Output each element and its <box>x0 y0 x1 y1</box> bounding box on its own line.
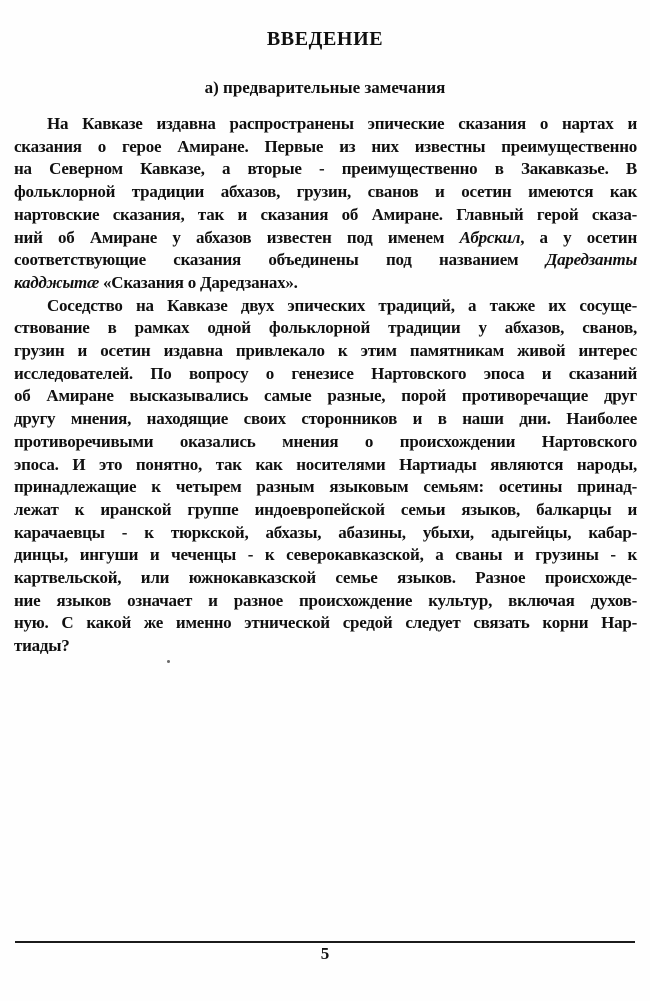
text-line: об Амиране высказывались самые разные, порой противоречащие друг <box>14 386 637 406</box>
text-line: Соседство на Кавказе двух эпических традиций, а также их сосуще- <box>47 295 637 315</box>
text-line: ствование в рамках одной фольклорной традиции у абхазов, сванов, <box>14 318 637 338</box>
paragraph <box>14 295 637 658</box>
page-number: 5 <box>320 944 330 963</box>
text-line: фольклорной традиции абхазов, грузин, сванов и осетин имеются как <box>14 182 637 202</box>
text-line: грузин и осетин издавна привлекало к этим памятникам живой интерес <box>14 341 637 361</box>
text-line: На Кавказе издавна распространены эпические сказания о нартах и <box>47 114 637 133</box>
footer-rule <box>15 941 635 943</box>
section-subtitle: а) предварительные замечания <box>204 78 446 97</box>
text-line: эпоса. И это понятно, так как носителями Нартиады являются народы, <box>14 454 637 474</box>
text-line: динцы, ингуши и чеченцы - к северокавказской, а сваны и грузины - к <box>14 545 637 565</box>
text-line: исследователей. По вопросу о генезисе Нартовского эпоса и сказаний <box>14 363 637 383</box>
text-line: на Северном Кавказе, а вторые - преимущественно в Закавказье. В <box>14 159 637 179</box>
italic-term: Абрскил <box>459 227 521 247</box>
italic-term: Даредзанты <box>545 250 637 270</box>
text-line: карачаевцы - к тюркской, абхазы, абазины, убыхи, адыгейцы, кабар- <box>14 522 637 542</box>
text-line: нартовские сказания, так и сказания об Амиране. Главный герой сказа- <box>14 204 637 224</box>
text-line: лежат к иранской группе индоевропейской семьи языков, балкарцы и <box>14 499 637 519</box>
page-title: ВВЕДЕНИЕ <box>266 28 384 50</box>
text-line: другу мнения, находящие своих сторонников и в наши дни. Наиболее <box>14 409 637 429</box>
text-line: ную. С какой же именно этнической средой следует связать корни Нар- <box>14 613 637 633</box>
text-line: соответствующие сказания объединены под названием Даредзанты <box>14 250 637 270</box>
text-line: тиады? <box>14 636 70 656</box>
paragraph <box>14 113 637 295</box>
text-line: картвельской, или южнокавказской семье языков. Разное происхожде- <box>14 568 637 588</box>
text-line: принадлежащие к четырем разным языковым семьям: осетины принад- <box>14 477 637 497</box>
text-line: ний об Амиране у абхазов известен под именем Абрскил, а у осетин <box>14 227 637 247</box>
text-line: противоречивыми оказались мнения о происхождении Нартовского <box>14 431 637 451</box>
text-line: кадджытæ «Сказания о Даредзанах». <box>14 272 298 292</box>
text-line: сказания о герое Амиране. Первые из них известны преимущественно <box>14 136 637 156</box>
italic-term: кадджытæ <box>14 272 100 292</box>
body-text <box>14 113 637 658</box>
text-line: ние языков означает и разное происхождение культур, включая духов- <box>14 590 637 610</box>
scan-artifact-dot <box>167 660 170 663</box>
